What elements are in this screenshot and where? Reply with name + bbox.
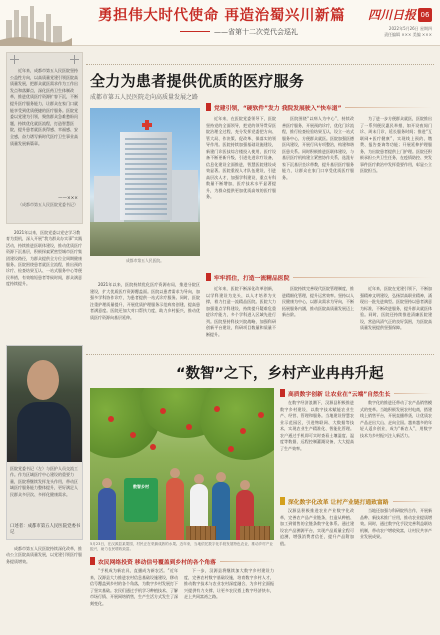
left-body-text: 2021年以来，医院党委以党史学习教育为契机，深入开展“我为群众办实事”实践活动，持续推进医联体建设，推动优质医疗资源下沉基层，积极探索紧密型城市医疗集团建设路径，为群众提供全方位全周期健康服务。医院围绕患者就医全流程，推出预约诊疗、检查结果互认、一站式服务中心等便民举措，有效缩短患者等候时间，群众满意度持续提升。 [6, 230, 83, 287]
apple-body-col5: “手机成为新农具，直播成为新农活。”近年来，汉源县大力推进农村信息基础设施建设，移动信号覆盖到乡村的各个角落，为数字乡村发展打下了坚实基础。农民们通过手机学习种植技术、了解市场行情、开展网络销售，生产生活方式发生了深刻变化。 [90, 568, 178, 606]
quote-box [6, 52, 83, 224]
portrait-caption: 医院党委书记（左）与医护人员交流工作。作为区域医疗中心建设的重要力量，医院将继续发挥龙头作用，带动区域医疗服务能力整体提升，更好满足人民群众多层次、多样化健康需求。 [10, 466, 78, 497]
city-skyline-illustration [0, 0, 72, 46]
article-lower-col1: 近年来，医院不断深化改革创新，以学科建设为龙头，以人才培养为支撑，着力打造一流精品医院。医院大力加强重点学科建设，持续提升疑难危重症诊疗能力，多个学科进入区域先进行列。医院坚持科技兴院战略，加强科研创新平台建设，科研项目数量和质量不断提升。 [206, 286, 276, 337]
apple-body-col1: 在数字经济浪潮下，汉源县积极推进数字乡村建设，以数字技术赋能农业生产、经营、管理和服务。当地建设智慧农业示范园区，引进物联网、大数据等技术，实现农业生产精准化、智能化管理。农户通过手机即可实时查看土壤湿度、温度等数据，远程控制灌溉设备，大大提高了生产效率。 [280, 400, 354, 451]
section-header-quality [206, 272, 432, 282]
decor-cross-icon [10, 55, 19, 64]
masthead [368, 4, 432, 38]
page-number-badge: 06 [418, 8, 432, 22]
section-title: 党建引领，“硬软件”发力 我院发展驶入“快车道” [214, 105, 342, 112]
section-header-chain [280, 496, 432, 506]
apple-article-headline: “数智”之下，乡村产业冉冉升起 [176, 366, 384, 382]
article-lower-col2: 医院持续完善现代医院管理制度，推进精细化管理，提升运营效率。坚持以人民健康为中心，以群众需求为导向，不断拓展服务内涵，推动医院高质量发展迈上新台阶。 [282, 286, 354, 317]
quote-text: 近年来，成都市第五人民医院坚持公益性方向，以高质量党建引领医院高质量发展，把群众就医需求作为工作出发点和落脚点，深化医药卫生体制改革，推进优质医疗资源扩容下沉，不断提升医疗服务能力，让群众在家门口就能享受到优质便捷的医疗服务。医院党委以党建为引领，聚焦群众急难愁盼问题，持续优化就医流程，打造智慧医院，提升患者就医获得感、幸福感、安全感，奋力谱写新时代医疗卫生事业高质量发展新篇章。 [10, 68, 78, 146]
section-header-party [206, 102, 432, 112]
section-header-cloud [280, 388, 432, 398]
quote-signature-title: （成都市第五人民医院党委书记） [18, 202, 78, 207]
article-lower-left: 2021年以来，医院持续优化医疗资源布局，推进分院区建设，扩大优质医疗资源覆盖面。医院以患者需求为导向，加强多学科协作诊疗，为患者提供一站式诊疗服务。同时，医院注重护理质量提升，开展优质护理服务示范病房创建，提高患者满意度。医院还加大对口帮扶力度，助力乡村振兴，推动优质医疗资源向基层延伸。 [90, 282, 200, 320]
section-title: 高质数字创新 让农业在“云端”自然生长 [288, 391, 391, 398]
editor-line: 责任编辑 ××× 美编 ××× [384, 32, 432, 37]
issue-date: 2022年5月26日 星期四 [388, 26, 432, 31]
article-lower-col3: 近年来，医院在党建引领下，不断加强精神文明建设，弘扬崇高职业精神，涌现出一批先进典型。医院坚持以患者满意为标准，不断改进服务，提升群众就医体验。同时，医院还持续推进清廉医院建设，营造风清气正的良好氛围，为医院高质量发展提供坚强保障。 [360, 286, 432, 330]
article-headline: 全力为患者提供优质的医疗服务 [90, 72, 305, 90]
portrait-box [6, 345, 83, 540]
quote-signature: ——××× [58, 196, 78, 201]
section-title: 农民网络投资 移动信号覆盖到乡村的各个角落 [98, 559, 216, 566]
apple-body-col2: 数字化的推进还带动了农产品销售模式的变革。当地积极发展农村电商，搭建线上销售平台，开展直播带货，让优质农产品走出大山、走向全国。越来越多的年轻人返乡创业，成为“新农人”，用数字技术为乡村振兴注入新活力。 [360, 400, 432, 438]
apple-body-col4: 当地还加强与科研院所合作，开展新品种、新技术推广应用，推动农业提质增效。同时，通过数字化手段完善利益联结机制，带动农户增收致富，让村民共享产业发展成果。 [360, 508, 432, 539]
apple-body-col6: 下一步，汉源县将继续加大数字乡村建设力度，完善农村数字基础设施，培育数字乡村人才，推动数字技术与农业农村深度融合，为乡村全面振兴提供有力支撑，让更多农民搭上数字经济快车，走上共同富裕之路。 [184, 568, 274, 599]
hospital-photo [90, 108, 200, 256]
page-header [0, 0, 440, 46]
hospital-photo-caption: 成都市第五人民医院。 [126, 258, 164, 263]
portrait-signature: 口述者：成都市第五人民医院党委书记 [10, 524, 81, 535]
article-subhead: 成都市第五人民医院走向高质量发展之路 [90, 94, 199, 101]
portrait-photo [7, 346, 82, 462]
divider [86, 354, 434, 355]
orchard-photo [90, 388, 274, 540]
section-title: 深化数字化改革 让村产业链打通致富路 [288, 499, 389, 506]
section-header-network [90, 556, 274, 566]
divider [86, 64, 434, 65]
left-column [6, 52, 83, 631]
red-cross-icon [142, 120, 152, 130]
newspaper-name: 四川日报 [368, 8, 417, 22]
promo-sign: 数智乡村 [124, 478, 158, 522]
section-title: 牢牢抓住，打造一流精品医院 [214, 275, 290, 282]
header-slogan: 勇担伟大时代使命 再造治蜀兴川新篇 [98, 7, 346, 24]
apple-body-col3: 汉源县积极推进农业产业数字化改革，完善农产品产业链条，打造从种植、加工到销售的全链条数字化体系。通过建设农产品溯源平台，实现产品质量全程可追溯，增强消费者信任，提升产品附加值。 [280, 508, 354, 546]
header-slogan-sub: ——省第十二次党代会巡礼 [214, 28, 298, 36]
left-bottom-text: 成都市第五人民医院持续深化改革，推动公立医院高质量发展，以党建引领医疗服务提质增效。 [6, 546, 82, 564]
article-body-col1: 近年来，在医院党委领导下，医院坚持党的全面领导，把党的领导贯穿医院治理全过程，充分发挥党委把方向、管大局、作决策、促改革、保落实的领导作用。医院持续加强基础设施建设，新建门诊医技综合楼投入使用，医疗设备不断更新升级，引进先进诊疗设备，信息化建设全面推进，智慧医院建设成效显著。医院重视人才队伍建设，引进高层次人才，加强学科建设，重点专科数量不断增加，医疗技术水平显著提升，为群众提供更加优质高效的医疗服务。 [206, 116, 276, 199]
article-body-col2: 医院围绕“以病人为中心”，持续改善医疗服务，开展预约诊疗，优化门诊流程，推行检查检验结果互认，设立一站式服务中心，方便群众就医。医院加强医德医风建设，开展行风专项整治，构建和谐医患关系。同时积极推进医联体建设，与基层医疗机构建立紧密协作关系，选派专家下沉基层坐诊带教，提升基层医疗服务能力，让群众在家门口享受优质医疗服务。 [282, 116, 354, 180]
orchard-photo-caption: 5月23日，在汉源县某果园，村民正在采摘成熟的水果。近年来，当地依托数字化手段发展特色农业，推动乡村产业振兴，助力农民增收致富。 [90, 542, 273, 551]
decor-cross-icon [70, 55, 79, 64]
article-body-col3: 为了进一步方便群众就医，医院推出了一系列便民惠民举措，如开设夜间门诊、周末门诊，延长服务时间；推进“互联网+医疗健康”，实现线上预约、缴费、报告查询等功能；开展延伸护理服务，为出院患者提供上门护理。医院还积极承担公共卫生任务，在疫情防控、突发事件医疗救治中发挥重要作用，彰显公立医院担当。 [360, 116, 432, 173]
